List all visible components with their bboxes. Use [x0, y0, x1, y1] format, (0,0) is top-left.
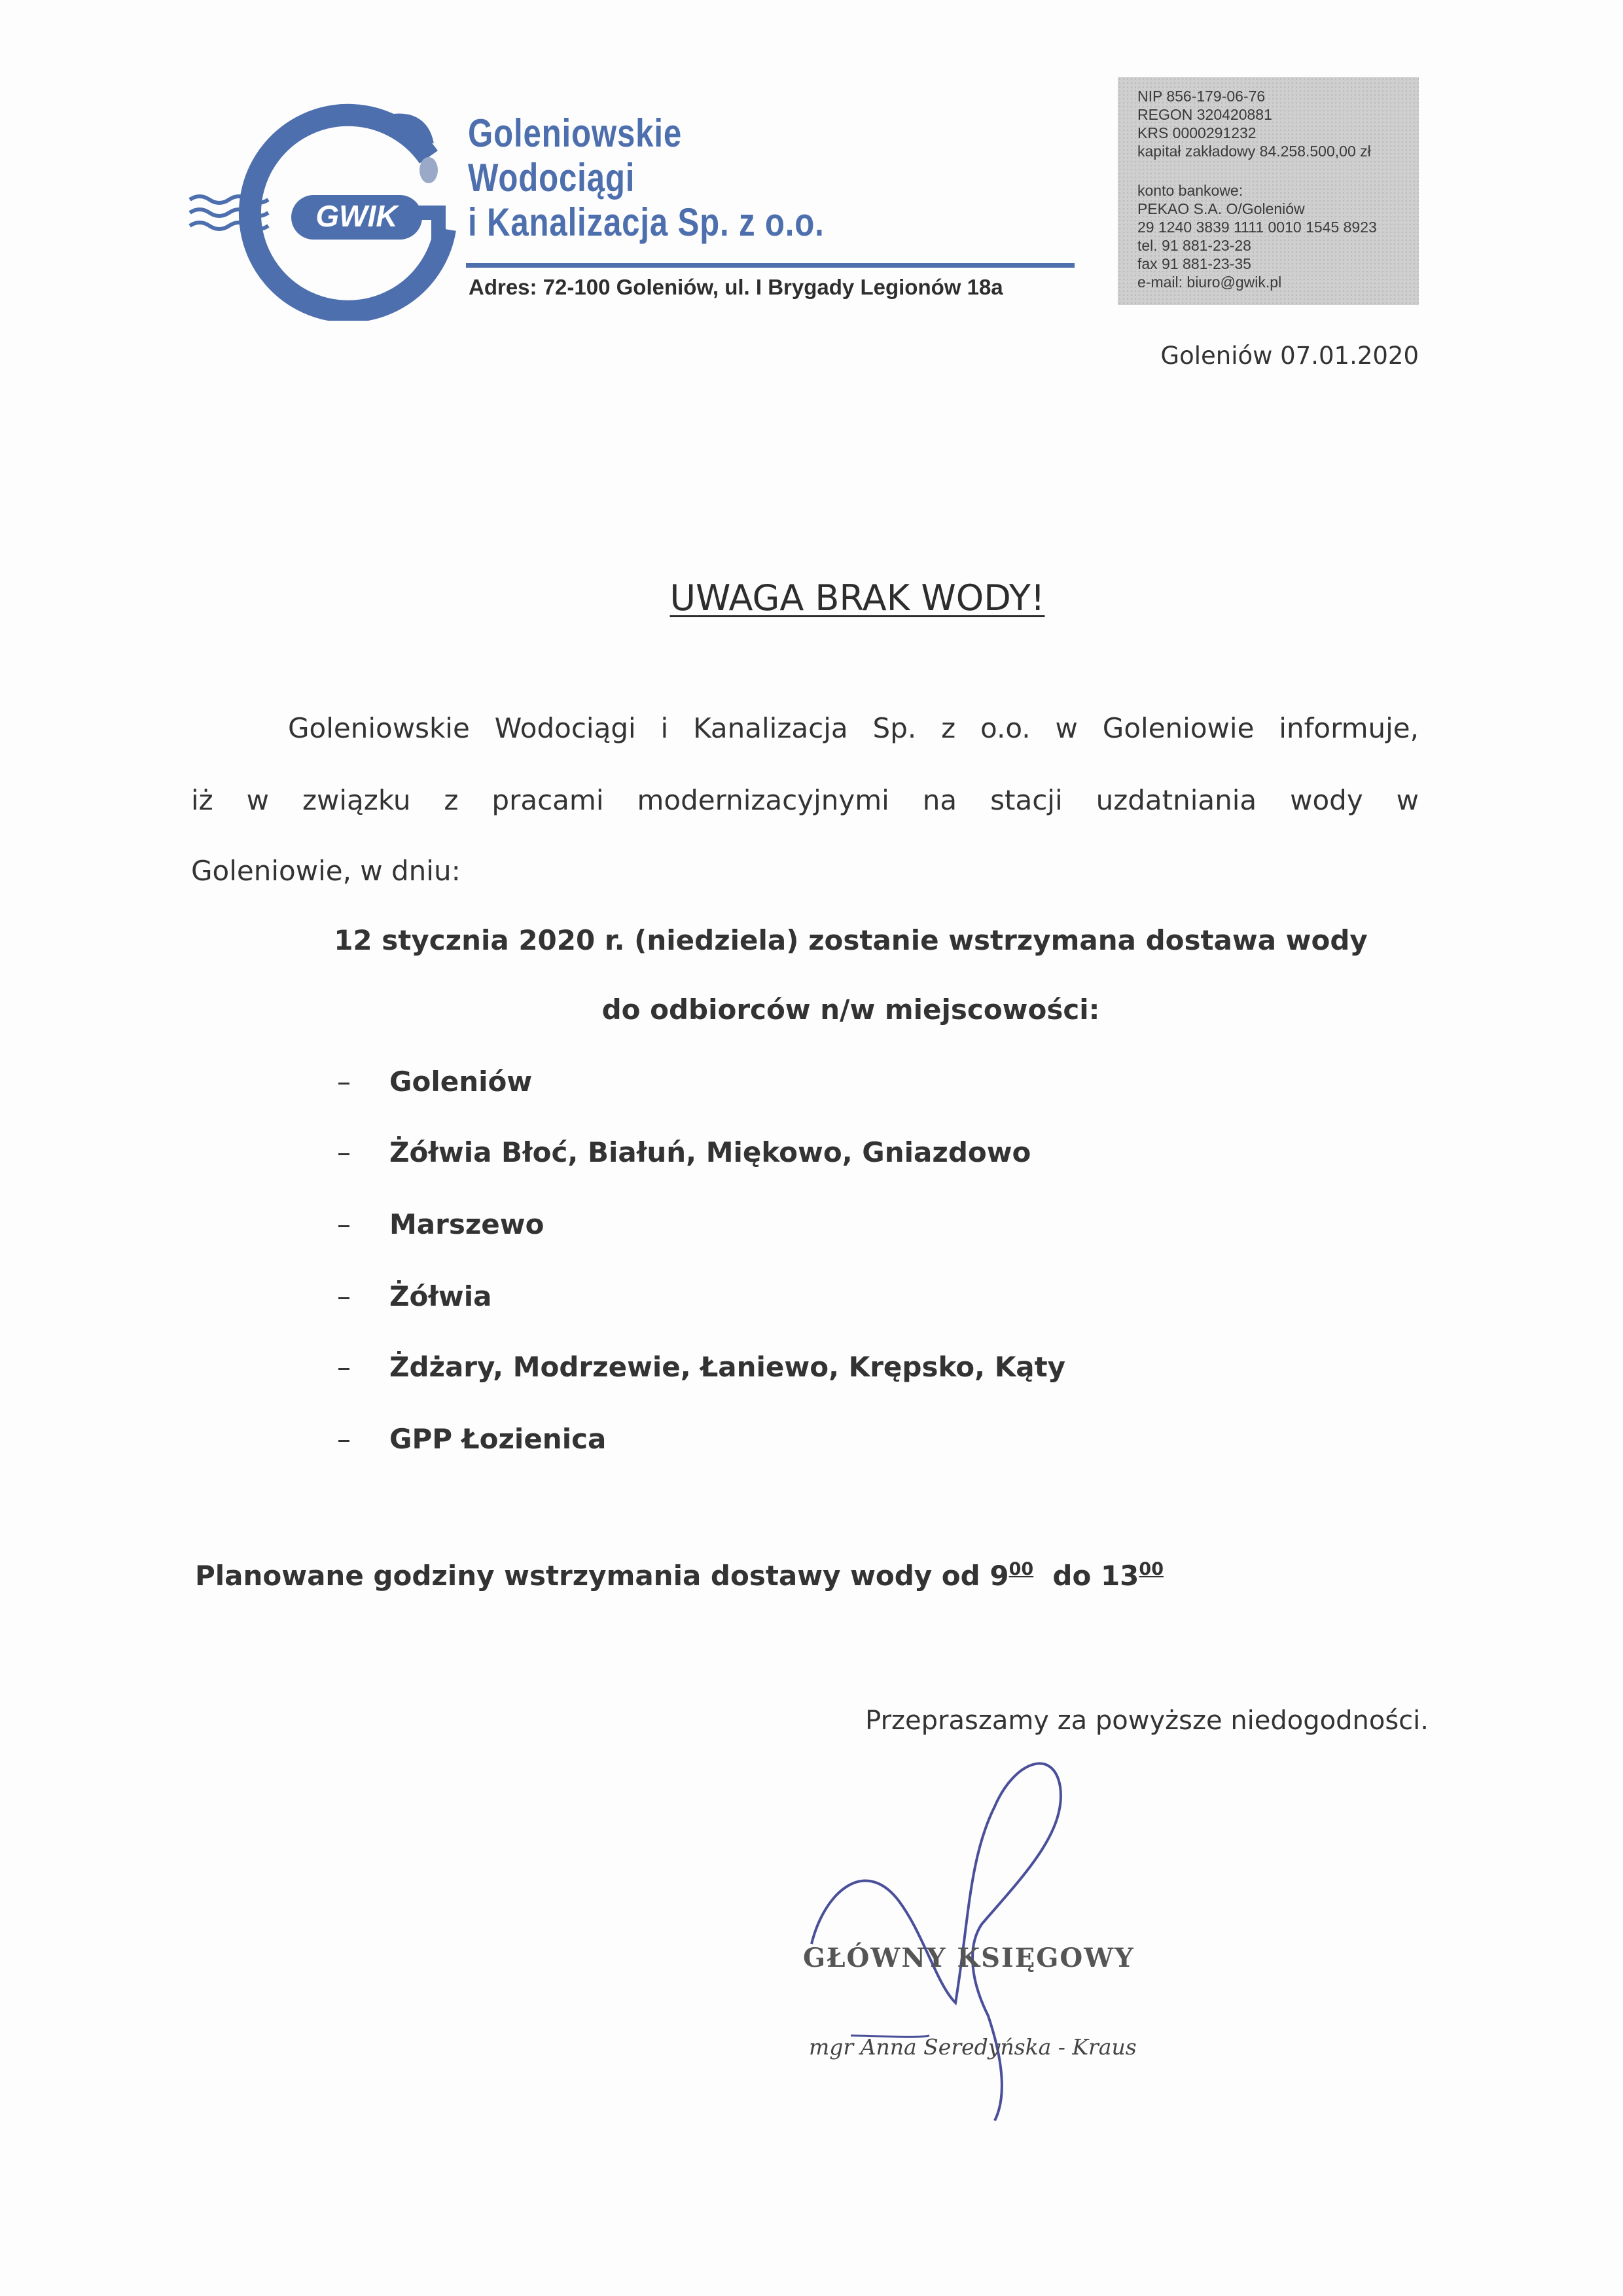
- intro-line: Goleniowskie Wodociągi i Kanalizacja Sp. z o.o. w Goleniowie informuje,: [288, 712, 1419, 744]
- hours-to-minutes: 00: [1139, 1559, 1164, 1579]
- info-bank-label: konto bankowe:: [1137, 182, 1243, 199]
- location-item: [337, 1351, 1065, 1383]
- location-item: [337, 1280, 491, 1312]
- apology-text: Przepraszamy za powyższe niedogodności.: [865, 1706, 1429, 1736]
- info-krs: KRS 0000291232: [1137, 124, 1257, 141]
- list-dash: –: [337, 1208, 351, 1240]
- list-dash: –: [337, 1351, 351, 1383]
- company-name-line: Wodociągi: [468, 156, 635, 200]
- list-dash: –: [337, 1066, 351, 1098]
- hours-middle: do: [1033, 1560, 1101, 1592]
- location-name: Marszewo: [389, 1208, 544, 1240]
- location-item: [337, 1423, 606, 1455]
- gwik-logo: [187, 98, 461, 321]
- location-item: [337, 1136, 1031, 1168]
- announcement-line: do odbiorców n/w miejscowości:: [601, 994, 1100, 1026]
- intro-line: Goleniowie, w dniu:: [191, 855, 461, 887]
- hours-from: 9: [990, 1560, 1009, 1592]
- info-bank-name: PEKAO S.A. O/Goleniów: [1137, 200, 1305, 217]
- planned-hours: [195, 1559, 1164, 1592]
- info-fax: fax 91 881-23-35: [1137, 255, 1251, 272]
- document-date: Goleniów 07.01.2020: [1160, 342, 1419, 370]
- location-name: Żółwia Błoć, Białuń, Miękowo, Gniazdowo: [389, 1136, 1031, 1168]
- hours-prefix: Planowane godziny wstrzymania dostawy wody od: [195, 1560, 990, 1592]
- info-regon: REGON 320420881: [1137, 106, 1272, 123]
- list-dash: –: [337, 1280, 351, 1312]
- location-name: Żółwia: [389, 1280, 492, 1312]
- location-item: [337, 1066, 532, 1098]
- announcement-line: 12 stycznia 2020 r. (niedziela) zostanie wstrzymana dostawa wody: [334, 924, 1368, 956]
- hours-from-minutes: 00: [1008, 1559, 1034, 1579]
- info-bank-account: 29 1240 3839 1111 0010 1545 8923: [1137, 219, 1377, 236]
- company-info-box: [1118, 77, 1419, 305]
- info-nip: NIP 856-179-06-76: [1137, 88, 1266, 105]
- info-email: e-mail: biuro@gwik.pl: [1137, 274, 1282, 291]
- stamp-title: GŁÓWNY KSIĘGOWY: [803, 1943, 1135, 1973]
- document-title: UWAGA BRAK WODY!: [669, 577, 1045, 619]
- list-dash: –: [337, 1423, 351, 1455]
- location-item: [337, 1208, 544, 1240]
- intro-line: iż w związku z pracami modernizacyjnymi na stacji uzdatniania wody w: [191, 784, 1419, 816]
- company-address: Adres: 72-100 Goleniów, ul. I Brygady Legionów 18a: [469, 275, 1003, 299]
- info-phone: tel. 91 881-23-28: [1137, 237, 1251, 254]
- company-name: [468, 111, 825, 245]
- location-name: Goleniów: [389, 1066, 533, 1098]
- handwritten-signature: [772, 1728, 1113, 2134]
- location-name: GPP Łozienica: [389, 1423, 607, 1455]
- stamp-name: mgr Anna Seredyńska - Kraus: [809, 2034, 1137, 2060]
- company-name-line: i Kanalizacja Sp. z o.o.: [468, 200, 825, 244]
- location-name: Żdżary, Modrzewie, Łaniewo, Krępsko, Kąty: [389, 1351, 1066, 1383]
- info-capital: kapitał zakładowy 84.258.500,00 zł: [1137, 143, 1371, 160]
- company-name-line: Goleniowskie: [468, 111, 683, 155]
- hours-to: 13: [1100, 1560, 1139, 1592]
- header-rule: [466, 263, 1075, 268]
- logo-text: GWIK: [315, 199, 398, 233]
- list-dash: –: [337, 1136, 351, 1168]
